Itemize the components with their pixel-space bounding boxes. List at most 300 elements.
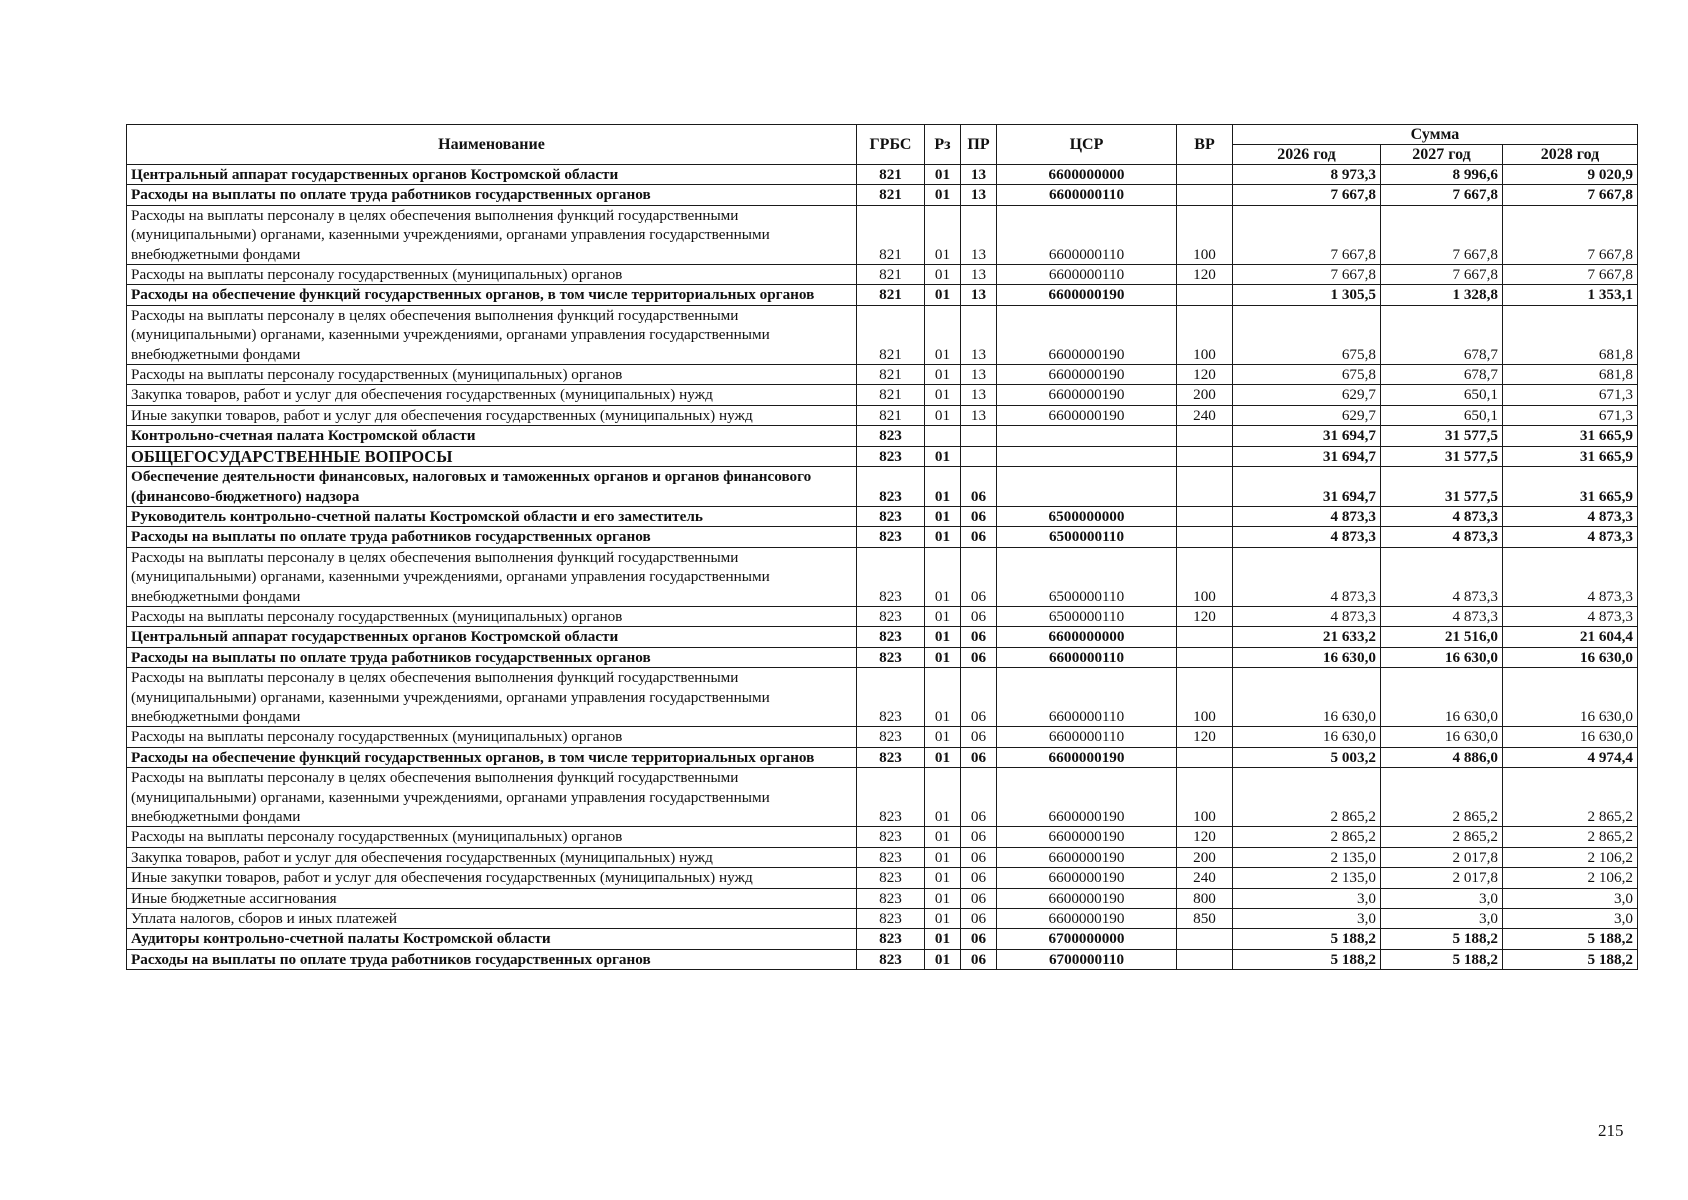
cell-name: Расходы на выплаты персоналу государственных (муниципальных) органов	[127, 365, 857, 385]
cell-rz	[925, 426, 961, 446]
table-row	[127, 727, 1638, 747]
cell-csr: 6600000110	[997, 647, 1177, 667]
cell-2027: 16 630,0	[1381, 727, 1503, 747]
cell-2028: 7 667,8	[1503, 265, 1638, 285]
cell-name: Центральный аппарат государственных органов Костромской области	[127, 165, 857, 185]
cell-vr: 100	[1177, 668, 1233, 727]
cell-pr	[961, 426, 997, 446]
cell-pr: 06	[961, 827, 997, 847]
cell-pr: 06	[961, 768, 997, 827]
cell-2027: 31 577,5	[1381, 467, 1503, 507]
cell-vr: 120	[1177, 727, 1233, 747]
cell-2026: 4 873,3	[1233, 506, 1381, 526]
cell-csr: 6500000110	[997, 547, 1177, 606]
cell-2026: 2 135,0	[1233, 868, 1381, 888]
cell-csr: 6500000110	[997, 527, 1177, 547]
cell-rz: 01	[925, 446, 961, 466]
cell-2027: 3,0	[1381, 909, 1503, 929]
cell-2027: 2 017,8	[1381, 868, 1503, 888]
cell-grbs: 823	[857, 426, 925, 446]
cell-2028: 31 665,9	[1503, 467, 1638, 507]
cell-rz: 01	[925, 205, 961, 264]
cell-vr: 120	[1177, 827, 1233, 847]
cell-pr: 06	[961, 547, 997, 606]
cell-vr: 200	[1177, 847, 1233, 867]
budget-table	[126, 124, 1638, 970]
cell-pr: 13	[961, 305, 997, 364]
cell-pr: 06	[961, 888, 997, 908]
cell-vr: 100	[1177, 547, 1233, 606]
cell-vr	[1177, 647, 1233, 667]
cell-name: Иные закупки товаров, работ и услуг для обеспечения государственных (муниципальных) нужд	[127, 405, 857, 425]
cell-grbs: 823	[857, 827, 925, 847]
cell-csr: 6600000190	[997, 827, 1177, 847]
cell-grbs: 823	[857, 949, 925, 969]
cell-vr: 200	[1177, 385, 1233, 405]
table-row	[127, 446, 1638, 466]
cell-csr: 6500000000	[997, 506, 1177, 526]
cell-2027: 4 873,3	[1381, 547, 1503, 606]
cell-pr: 13	[961, 165, 997, 185]
cell-2028: 9 020,9	[1503, 165, 1638, 185]
cell-pr: 13	[961, 185, 997, 205]
cell-2026: 2 865,2	[1233, 827, 1381, 847]
cell-name: Уплата налогов, сборов и иных платежей	[127, 909, 857, 929]
cell-name: Расходы на выплаты персоналу государственных (муниципальных) органов	[127, 265, 857, 285]
cell-rz: 01	[925, 847, 961, 867]
cell-csr: 6600000110	[997, 265, 1177, 285]
cell-pr: 06	[961, 929, 997, 949]
table-row	[127, 768, 1638, 827]
cell-2027: 1 328,8	[1381, 285, 1503, 305]
table-row	[127, 888, 1638, 908]
cell-rz: 01	[925, 385, 961, 405]
cell-2028: 2 106,2	[1503, 868, 1638, 888]
cell-csr: 6600000190	[997, 305, 1177, 364]
cell-2028: 681,8	[1503, 365, 1638, 385]
cell-vr	[1177, 929, 1233, 949]
cell-2027: 650,1	[1381, 385, 1503, 405]
table-row	[127, 547, 1638, 606]
cell-2026: 16 630,0	[1233, 668, 1381, 727]
cell-name: Расходы на выплаты по оплате труда работников государственных органов	[127, 527, 857, 547]
cell-pr: 06	[961, 868, 997, 888]
cell-grbs: 821	[857, 285, 925, 305]
cell-grbs: 823	[857, 527, 925, 547]
cell-2027: 21 516,0	[1381, 627, 1503, 647]
cell-2026: 2 135,0	[1233, 847, 1381, 867]
cell-grbs: 823	[857, 547, 925, 606]
cell-vr	[1177, 185, 1233, 205]
cell-name: Расходы на выплаты персоналу государственных (муниципальных) органов	[127, 606, 857, 626]
cell-grbs: 821	[857, 305, 925, 364]
cell-2028: 31 665,9	[1503, 446, 1638, 466]
cell-2028: 671,3	[1503, 405, 1638, 425]
cell-rz: 01	[925, 627, 961, 647]
table-row	[127, 185, 1638, 205]
cell-2028: 4 974,4	[1503, 747, 1638, 767]
cell-csr: 6600000190	[997, 405, 1177, 425]
cell-csr: 6600000190	[997, 385, 1177, 405]
table-row	[127, 305, 1638, 364]
cell-vr	[1177, 527, 1233, 547]
table-row	[127, 827, 1638, 847]
cell-rz: 01	[925, 727, 961, 747]
cell-grbs: 821	[857, 185, 925, 205]
cell-csr: 6600000190	[997, 768, 1177, 827]
cell-2027: 7 667,8	[1381, 205, 1503, 264]
cell-2027: 31 577,5	[1381, 446, 1503, 466]
cell-2028: 16 630,0	[1503, 668, 1638, 727]
cell-name: Обеспечение деятельности финансовых, налоговых и таможенных органов и органов финансового (финансово-бюджетного) надзора	[127, 467, 857, 507]
page-number: 215	[1598, 1121, 1624, 1140]
cell-2027: 16 630,0	[1381, 647, 1503, 667]
table-row	[127, 506, 1638, 526]
table-row	[127, 949, 1638, 969]
cell-rz: 01	[925, 768, 961, 827]
cell-2026: 21 633,2	[1233, 627, 1381, 647]
cell-pr: 06	[961, 647, 997, 667]
cell-pr: 06	[961, 668, 997, 727]
table-body	[127, 165, 1638, 970]
cell-2028: 7 667,8	[1503, 205, 1638, 264]
table-row	[127, 285, 1638, 305]
cell-grbs: 823	[857, 847, 925, 867]
cell-name: Расходы на выплаты персоналу в целях обеспечения выполнения функций государственными (муниципальными) органами, казенными учреждениями, органами управления государственными внебюджетными фондами	[127, 205, 857, 264]
table-row	[127, 165, 1638, 185]
cell-vr	[1177, 426, 1233, 446]
col-header-name: Наименование	[127, 125, 857, 165]
cell-pr: 06	[961, 909, 997, 929]
cell-2026: 7 667,8	[1233, 265, 1381, 285]
cell-2027: 16 630,0	[1381, 668, 1503, 727]
cell-2028: 16 630,0	[1503, 727, 1638, 747]
cell-name: Руководитель контрольно-счетной палаты Костромской области и его заместитель	[127, 506, 857, 526]
cell-name: Расходы на выплаты по оплате труда работников государственных органов	[127, 647, 857, 667]
cell-grbs: 823	[857, 868, 925, 888]
cell-2028: 2 865,2	[1503, 827, 1638, 847]
cell-rz: 01	[925, 606, 961, 626]
cell-2026: 2 865,2	[1233, 768, 1381, 827]
cell-name: ОБЩЕГОСУДАРСТВЕННЫЕ ВОПРОСЫ	[127, 446, 857, 466]
cell-2026: 31 694,7	[1233, 467, 1381, 507]
cell-vr: 120	[1177, 606, 1233, 626]
cell-csr: 6600000110	[997, 727, 1177, 747]
cell-rz: 01	[925, 868, 961, 888]
cell-2028: 681,8	[1503, 305, 1638, 364]
cell-csr	[997, 446, 1177, 466]
cell-2026: 5 188,2	[1233, 929, 1381, 949]
cell-2028: 671,3	[1503, 385, 1638, 405]
table-row	[127, 365, 1638, 385]
cell-vr: 120	[1177, 365, 1233, 385]
cell-2028: 2 865,2	[1503, 768, 1638, 827]
cell-vr: 240	[1177, 405, 1233, 425]
cell-grbs: 821	[857, 205, 925, 264]
table-row	[127, 847, 1638, 867]
cell-pr: 13	[961, 405, 997, 425]
cell-rz: 01	[925, 285, 961, 305]
cell-2027: 8 996,6	[1381, 165, 1503, 185]
col-header-sum: Сумма	[1233, 125, 1638, 145]
cell-grbs: 823	[857, 627, 925, 647]
cell-pr: 06	[961, 627, 997, 647]
cell-vr	[1177, 506, 1233, 526]
cell-2026: 629,7	[1233, 405, 1381, 425]
cell-vr	[1177, 285, 1233, 305]
cell-rz: 01	[925, 888, 961, 908]
cell-vr: 240	[1177, 868, 1233, 888]
cell-2027: 2 865,2	[1381, 768, 1503, 827]
cell-name: Расходы на выплаты персоналу в целях обеспечения выполнения функций государственными (муниципальными) органами, казенными учреждениями, органами управления государственными внебюджетными фондами	[127, 305, 857, 364]
cell-vr: 100	[1177, 768, 1233, 827]
cell-rz: 01	[925, 647, 961, 667]
col-header-year-2027: 2027 год	[1381, 145, 1503, 165]
cell-vr	[1177, 165, 1233, 185]
cell-2027: 4 873,3	[1381, 527, 1503, 547]
cell-2026: 629,7	[1233, 385, 1381, 405]
header-row-top	[127, 125, 1638, 145]
cell-name: Аудиторы контрольно-счетной палаты Костромской области	[127, 929, 857, 949]
cell-grbs: 823	[857, 606, 925, 626]
cell-grbs: 823	[857, 647, 925, 667]
col-header-grbs: ГРБС	[857, 125, 925, 165]
cell-name: Иные бюджетные ассигнования	[127, 888, 857, 908]
table-row	[127, 868, 1638, 888]
cell-csr: 6600000000	[997, 627, 1177, 647]
cell-2027: 5 188,2	[1381, 929, 1503, 949]
table-row	[127, 747, 1638, 767]
cell-grbs: 823	[857, 909, 925, 929]
cell-rz: 01	[925, 747, 961, 767]
cell-2028: 2 106,2	[1503, 847, 1638, 867]
cell-name: Закупка товаров, работ и услуг для обеспечения государственных (муниципальных) нужд	[127, 385, 857, 405]
cell-2028: 31 665,9	[1503, 426, 1638, 446]
cell-vr: 850	[1177, 909, 1233, 929]
cell-2027: 678,7	[1381, 305, 1503, 364]
cell-2027: 4 886,0	[1381, 747, 1503, 767]
cell-csr: 6600000110	[997, 205, 1177, 264]
cell-2028: 3,0	[1503, 888, 1638, 908]
cell-name: Расходы на выплаты персоналу в целях обеспечения выполнения функций государственными (муниципальными) органами, казенными учреждениями, органами управления государственными внебюджетными фондами	[127, 547, 857, 606]
cell-2026: 16 630,0	[1233, 647, 1381, 667]
cell-rz: 01	[925, 547, 961, 606]
cell-2026: 5 003,2	[1233, 747, 1381, 767]
cell-vr: 800	[1177, 888, 1233, 908]
col-header-pr: ПР	[961, 125, 997, 165]
cell-2028: 3,0	[1503, 909, 1638, 929]
cell-2027: 7 667,8	[1381, 265, 1503, 285]
cell-2028: 4 873,3	[1503, 506, 1638, 526]
cell-2027: 3,0	[1381, 888, 1503, 908]
cell-2026: 675,8	[1233, 305, 1381, 364]
cell-pr: 13	[961, 285, 997, 305]
table-row	[127, 527, 1638, 547]
cell-vr: 100	[1177, 305, 1233, 364]
cell-2026: 8 973,3	[1233, 165, 1381, 185]
cell-rz: 01	[925, 185, 961, 205]
cell-grbs: 823	[857, 929, 925, 949]
cell-vr: 120	[1177, 265, 1233, 285]
cell-2026: 675,8	[1233, 365, 1381, 385]
col-header-year-2026: 2026 год	[1233, 145, 1381, 165]
cell-name: Расходы на обеспечение функций государственных органов, в том числе территориальных органов	[127, 747, 857, 767]
table-row	[127, 668, 1638, 727]
cell-2028: 16 630,0	[1503, 647, 1638, 667]
cell-vr	[1177, 467, 1233, 507]
cell-csr: 6600000190	[997, 365, 1177, 385]
cell-pr: 06	[961, 506, 997, 526]
cell-rz: 01	[925, 929, 961, 949]
cell-2026: 16 630,0	[1233, 727, 1381, 747]
cell-name: Расходы на обеспечение функций государственных органов, в том числе территориальных органов	[127, 285, 857, 305]
table-row	[127, 265, 1638, 285]
cell-pr: 06	[961, 847, 997, 867]
cell-2028: 21 604,4	[1503, 627, 1638, 647]
table-row	[127, 647, 1638, 667]
cell-pr: 13	[961, 265, 997, 285]
cell-2028: 5 188,2	[1503, 929, 1638, 949]
cell-name: Центральный аппарат государственных органов Костромской области	[127, 627, 857, 647]
cell-2026: 4 873,3	[1233, 606, 1381, 626]
cell-name: Контрольно-счетная палата Костромской области	[127, 426, 857, 446]
cell-2026: 7 667,8	[1233, 205, 1381, 264]
cell-rz: 01	[925, 305, 961, 364]
col-header-csr: ЦСР	[997, 125, 1177, 165]
cell-csr	[997, 467, 1177, 507]
cell-csr: 6600000110	[997, 185, 1177, 205]
cell-vr	[1177, 747, 1233, 767]
cell-rz: 01	[925, 506, 961, 526]
cell-pr: 06	[961, 467, 997, 507]
cell-rz: 01	[925, 405, 961, 425]
cell-csr: 6600000190	[997, 868, 1177, 888]
cell-name: Расходы на выплаты персоналу государственных (муниципальных) органов	[127, 827, 857, 847]
cell-grbs: 823	[857, 747, 925, 767]
cell-grbs: 821	[857, 365, 925, 385]
cell-grbs: 823	[857, 668, 925, 727]
cell-2026: 3,0	[1233, 888, 1381, 908]
cell-2028: 4 873,3	[1503, 606, 1638, 626]
cell-grbs: 823	[857, 768, 925, 827]
cell-rz: 01	[925, 827, 961, 847]
cell-2028: 4 873,3	[1503, 547, 1638, 606]
cell-2026: 4 873,3	[1233, 547, 1381, 606]
cell-rz: 01	[925, 365, 961, 385]
cell-vr	[1177, 627, 1233, 647]
cell-2027: 678,7	[1381, 365, 1503, 385]
cell-grbs: 821	[857, 385, 925, 405]
cell-2026: 3,0	[1233, 909, 1381, 929]
cell-grbs: 821	[857, 165, 925, 185]
cell-name: Расходы на выплаты персоналу государственных (муниципальных) органов	[127, 727, 857, 747]
cell-csr: 6600000190	[997, 909, 1177, 929]
table-row	[127, 385, 1638, 405]
cell-2027: 5 188,2	[1381, 949, 1503, 969]
cell-2026: 7 667,8	[1233, 185, 1381, 205]
cell-rz: 01	[925, 909, 961, 929]
cell-csr: 6600000190	[997, 888, 1177, 908]
cell-2028: 1 353,1	[1503, 285, 1638, 305]
cell-2027: 2 865,2	[1381, 827, 1503, 847]
table-row	[127, 909, 1638, 929]
cell-2027: 4 873,3	[1381, 506, 1503, 526]
cell-2027: 4 873,3	[1381, 606, 1503, 626]
cell-2028: 5 188,2	[1503, 949, 1638, 969]
cell-csr: 6600000190	[997, 285, 1177, 305]
cell-pr: 06	[961, 527, 997, 547]
cell-name: Расходы на выплаты по оплате труда работников государственных органов	[127, 185, 857, 205]
cell-rz: 01	[925, 467, 961, 507]
table-row	[127, 426, 1638, 446]
cell-pr: 06	[961, 949, 997, 969]
cell-name: Расходы на выплаты персоналу в целях обеспечения выполнения функций государственными (муниципальными) органами, казенными учреждениями, органами управления государственными внебюджетными фондами	[127, 768, 857, 827]
col-header-vr: ВР	[1177, 125, 1233, 165]
cell-vr	[1177, 949, 1233, 969]
cell-csr	[997, 426, 1177, 446]
cell-2027: 650,1	[1381, 405, 1503, 425]
col-header-rz: Рз	[925, 125, 961, 165]
cell-csr: 6600000190	[997, 847, 1177, 867]
cell-vr	[1177, 446, 1233, 466]
cell-pr: 13	[961, 205, 997, 264]
cell-rz: 01	[925, 949, 961, 969]
cell-2026: 31 694,7	[1233, 446, 1381, 466]
cell-2026: 5 188,2	[1233, 949, 1381, 969]
cell-name: Расходы на выплаты персоналу в целях обеспечения выполнения функций государственными (муниципальными) органами, казенными учреждениями, органами управления государственными внебюджетными фондами	[127, 668, 857, 727]
cell-2027: 7 667,8	[1381, 185, 1503, 205]
cell-2026: 4 873,3	[1233, 527, 1381, 547]
cell-pr: 13	[961, 365, 997, 385]
cell-pr	[961, 446, 997, 466]
cell-pr: 06	[961, 727, 997, 747]
table-row	[127, 929, 1638, 949]
cell-rz: 01	[925, 165, 961, 185]
cell-csr: 6700000000	[997, 929, 1177, 949]
cell-2028: 7 667,8	[1503, 185, 1638, 205]
cell-pr: 06	[961, 606, 997, 626]
cell-rz: 01	[925, 668, 961, 727]
cell-rz: 01	[925, 527, 961, 547]
cell-2027: 31 577,5	[1381, 426, 1503, 446]
cell-2028: 4 873,3	[1503, 527, 1638, 547]
cell-grbs: 823	[857, 506, 925, 526]
cell-vr: 100	[1177, 205, 1233, 264]
table-row	[127, 405, 1638, 425]
cell-2027: 2 017,8	[1381, 847, 1503, 867]
cell-name: Расходы на выплаты по оплате труда работников государственных органов	[127, 949, 857, 969]
cell-csr: 6600000110	[997, 668, 1177, 727]
cell-csr: 6500000110	[997, 606, 1177, 626]
cell-2026: 31 694,7	[1233, 426, 1381, 446]
cell-grbs: 823	[857, 888, 925, 908]
cell-grbs: 823	[857, 446, 925, 466]
table-row	[127, 205, 1638, 264]
cell-pr: 06	[961, 747, 997, 767]
cell-csr: 6600000190	[997, 747, 1177, 767]
cell-grbs: 823	[857, 727, 925, 747]
cell-rz: 01	[925, 265, 961, 285]
cell-csr: 6700000110	[997, 949, 1177, 969]
cell-csr: 6600000000	[997, 165, 1177, 185]
cell-name: Закупка товаров, работ и услуг для обеспечения государственных (муниципальных) нужд	[127, 847, 857, 867]
cell-grbs: 823	[857, 467, 925, 507]
cell-name: Иные закупки товаров, работ и услуг для обеспечения государственных (муниципальных) нужд	[127, 868, 857, 888]
table-row	[127, 627, 1638, 647]
cell-2026: 1 305,5	[1233, 285, 1381, 305]
cell-grbs: 821	[857, 265, 925, 285]
table-row	[127, 606, 1638, 626]
